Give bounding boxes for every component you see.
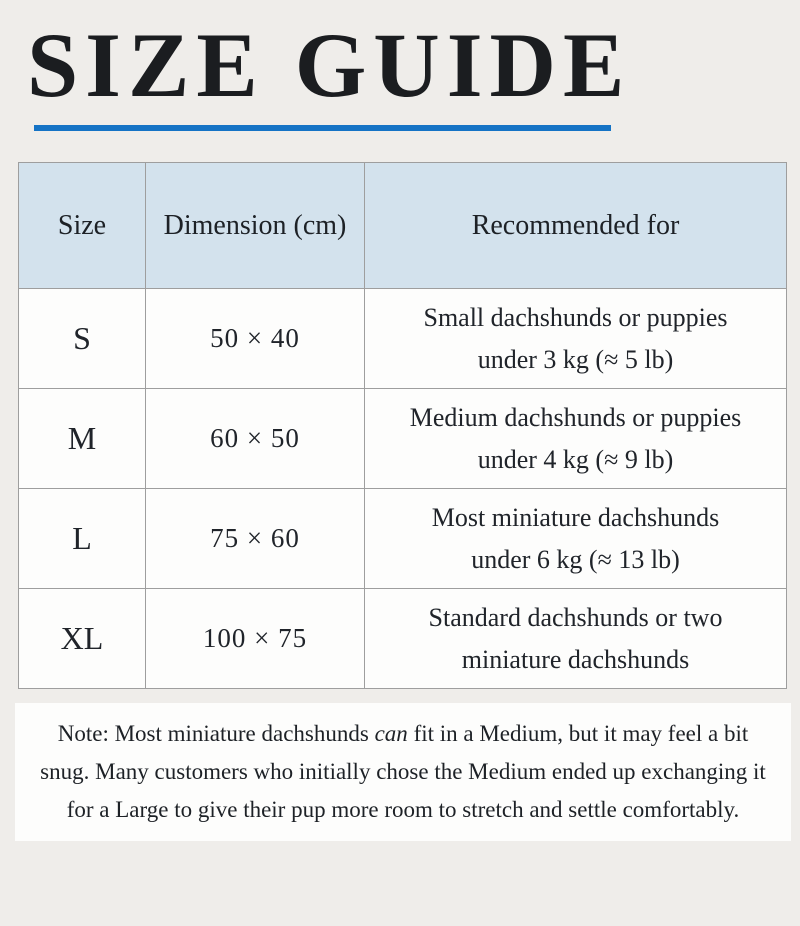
table-header-row	[19, 163, 787, 289]
note-line-1	[19, 715, 787, 753]
recommended-line-1: Medium dachshunds or puppies	[409, 402, 742, 432]
table-row-l	[19, 489, 787, 589]
table-row-s	[19, 289, 787, 389]
recommended-line-1: Small dachshunds or puppies	[423, 302, 728, 332]
note-box	[15, 703, 791, 841]
dimension-cell: 50 × 40	[146, 289, 365, 389]
dimension-cell: 100 × 75	[146, 589, 365, 689]
recommended-line-2: under 6 kg (≈ 13 lb)	[471, 544, 680, 574]
recommended-line-1: Standard dachshunds or two	[428, 602, 723, 632]
note-text-prefix: Note: Most miniature dachshunds	[57, 721, 375, 746]
size-cell: XL	[19, 589, 146, 689]
note-line-3: for a Large to give their pup more room to stretch and settle comfortably.	[66, 797, 740, 822]
table-row-xl	[19, 589, 787, 689]
recommended-cell	[365, 489, 787, 589]
size-cell: M	[19, 389, 146, 489]
recommended-line-2: under 3 kg (≈ 5 lb)	[477, 344, 674, 374]
recommended-line-1: Most miniature dachshunds	[431, 502, 720, 532]
dimension-cell: 75 × 60	[146, 489, 365, 589]
size-guide-table	[18, 162, 787, 689]
size-cell: S	[19, 289, 146, 389]
recommended-cell	[365, 289, 787, 389]
col-header-dimension: Dimension (cm)	[146, 163, 365, 289]
page-title: SIZE GUIDE	[27, 14, 632, 116]
note-line-2: snug. Many customers who initially chose the Medium ended up exchanging it	[40, 759, 766, 784]
note-text-italic: can	[374, 721, 408, 746]
col-header-size: Size	[19, 163, 146, 289]
title-underline	[34, 125, 611, 131]
recommended-line-2: miniature dachshunds	[461, 644, 690, 674]
table-row-m	[19, 389, 787, 489]
recommended-cell	[365, 389, 787, 489]
dimension-cell: 60 × 50	[146, 389, 365, 489]
recommended-line-2: under 4 kg (≈ 9 lb)	[477, 444, 674, 474]
col-header-recommended: Recommended for	[365, 163, 787, 289]
recommended-cell	[365, 589, 787, 689]
note-text-suffix: fit in a Medium, but it may feel a bit	[407, 721, 749, 746]
size-cell: L	[19, 489, 146, 589]
